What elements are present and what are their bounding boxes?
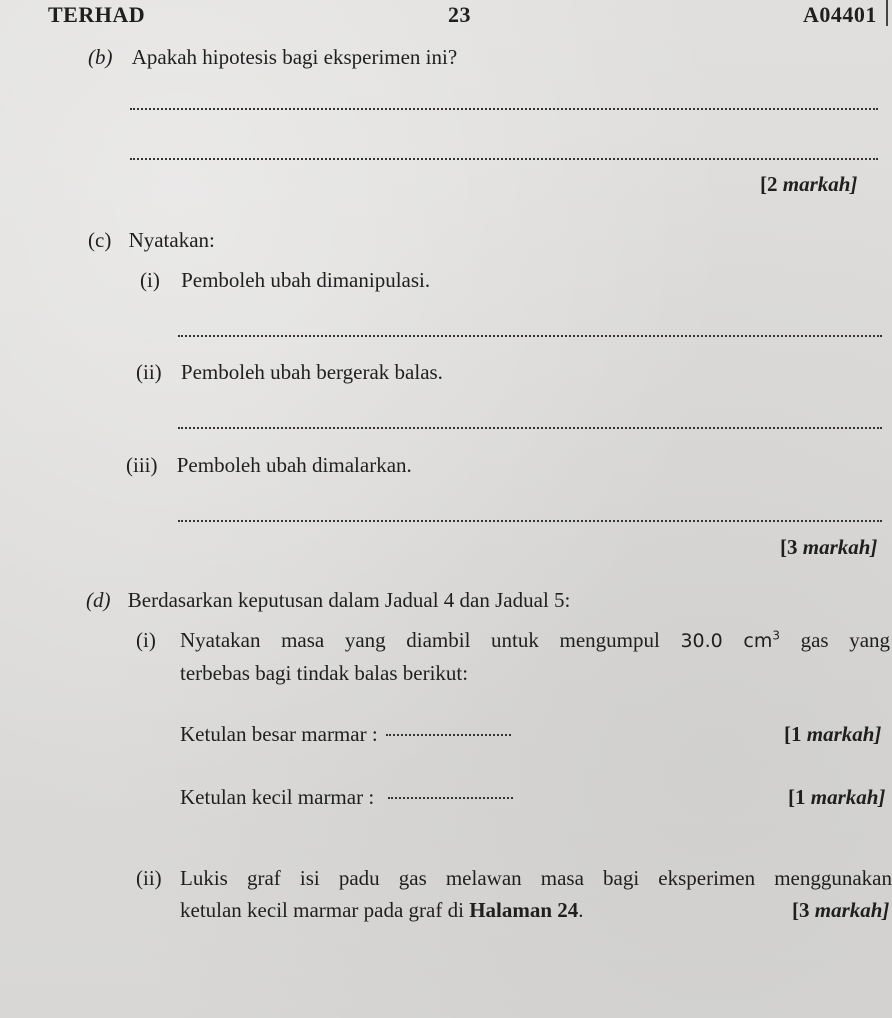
volume-value: 30.0 [680, 630, 723, 652]
question-d-label: (d) [86, 588, 111, 612]
question-c-label: (c) [88, 228, 112, 252]
answer-line-c-i[interactable] [178, 335, 882, 337]
question-c-text: Nyatakan: [128, 228, 215, 252]
large-marble-label: Ketulan besar marmar : [180, 722, 378, 746]
marks-d-large-number: [1 [784, 722, 802, 746]
question-c-i-label: (i) [140, 268, 160, 292]
question-c-iii-label: (iii) [126, 453, 158, 477]
marks-c [780, 535, 877, 560]
question-d-ii-text: ketulan kecil marmar pada graf di [180, 898, 464, 922]
page-edge-line [886, 0, 888, 26]
question-b [88, 45, 457, 70]
marks-b-word: markah] [782, 172, 858, 196]
question-d-i-text-end: gas yang [800, 628, 891, 652]
question-d-text: Berdasarkan keputusan dalam Jadual 4 dan Jadual 5: [127, 588, 571, 612]
question-d-i-line1 [180, 628, 890, 653]
question-b-label: (b) [88, 45, 113, 69]
header-classification: TERHAD [48, 2, 146, 27]
page-number: 23 [448, 2, 471, 27]
marks-d-large-word: markah] [806, 722, 882, 746]
answer-line-c-iii[interactable] [178, 520, 882, 522]
graph-page-reference: Halaman 24 [469, 898, 579, 922]
question-d [86, 588, 570, 613]
marks-d-small [788, 785, 885, 810]
question-c-i-text: Pemboleh ubah dimanipulasi. [181, 268, 431, 292]
marks-d-ii-word: markah] [814, 898, 890, 922]
marks-b-number: [2 [760, 172, 778, 196]
question-c-ii-label: (ii) [136, 360, 162, 384]
large-marble-answer-line[interactable] [386, 734, 511, 736]
marks-d-ii [792, 898, 889, 923]
question-d-ii-line1: Lukis graf isi padu gas melawan masa bagi eksperimen menggunakan [180, 866, 892, 890]
small-marble-answer-line[interactable] [388, 797, 513, 799]
question-c-iii-text: Pemboleh ubah dimalarkan. [176, 453, 412, 477]
marks-c-word: markah] [802, 535, 878, 559]
question-c-iii [126, 453, 412, 478]
paper-code: A04401 [803, 2, 877, 27]
question-c [88, 228, 215, 253]
marks-d-small-word: markah] [810, 785, 886, 809]
question-c-ii-text: Pemboleh ubah bergerak balas. [180, 360, 443, 384]
answer-line-b1[interactable] [130, 108, 878, 110]
marks-d-small-number: [1 [788, 785, 806, 809]
marks-d-ii-number: [3 [792, 898, 810, 922]
question-d-i-label: (i) [136, 628, 156, 652]
question-c-ii [136, 360, 443, 385]
large-marble-row [180, 722, 511, 747]
question-d-i-text: Nyatakan masa yang diambil untuk mengumpul [180, 628, 660, 652]
answer-line-c-ii[interactable] [178, 427, 882, 429]
answer-line-b2[interactable] [130, 158, 878, 160]
question-d-ii-label: (ii) [136, 866, 162, 890]
question-c-i [140, 268, 430, 293]
question-d-i-line2: terbebas bagi tindak balas berikut: [180, 661, 469, 685]
question-b-text: Apakah hipotesis bagi eksperimen ini? [131, 45, 458, 69]
marks-c-number: [3 [780, 535, 798, 559]
volume-unit-exponent: 3 [772, 628, 780, 643]
marks-d-large [784, 722, 881, 747]
volume-unit [743, 630, 780, 652]
marks-b [760, 172, 857, 197]
question-d-ii-line2 [180, 898, 584, 923]
volume-unit-text: cm [743, 630, 773, 652]
question-d-ii-period: . [578, 898, 584, 922]
small-marble-row [180, 785, 513, 810]
small-marble-label: Ketulan kecil marmar : [180, 785, 375, 809]
